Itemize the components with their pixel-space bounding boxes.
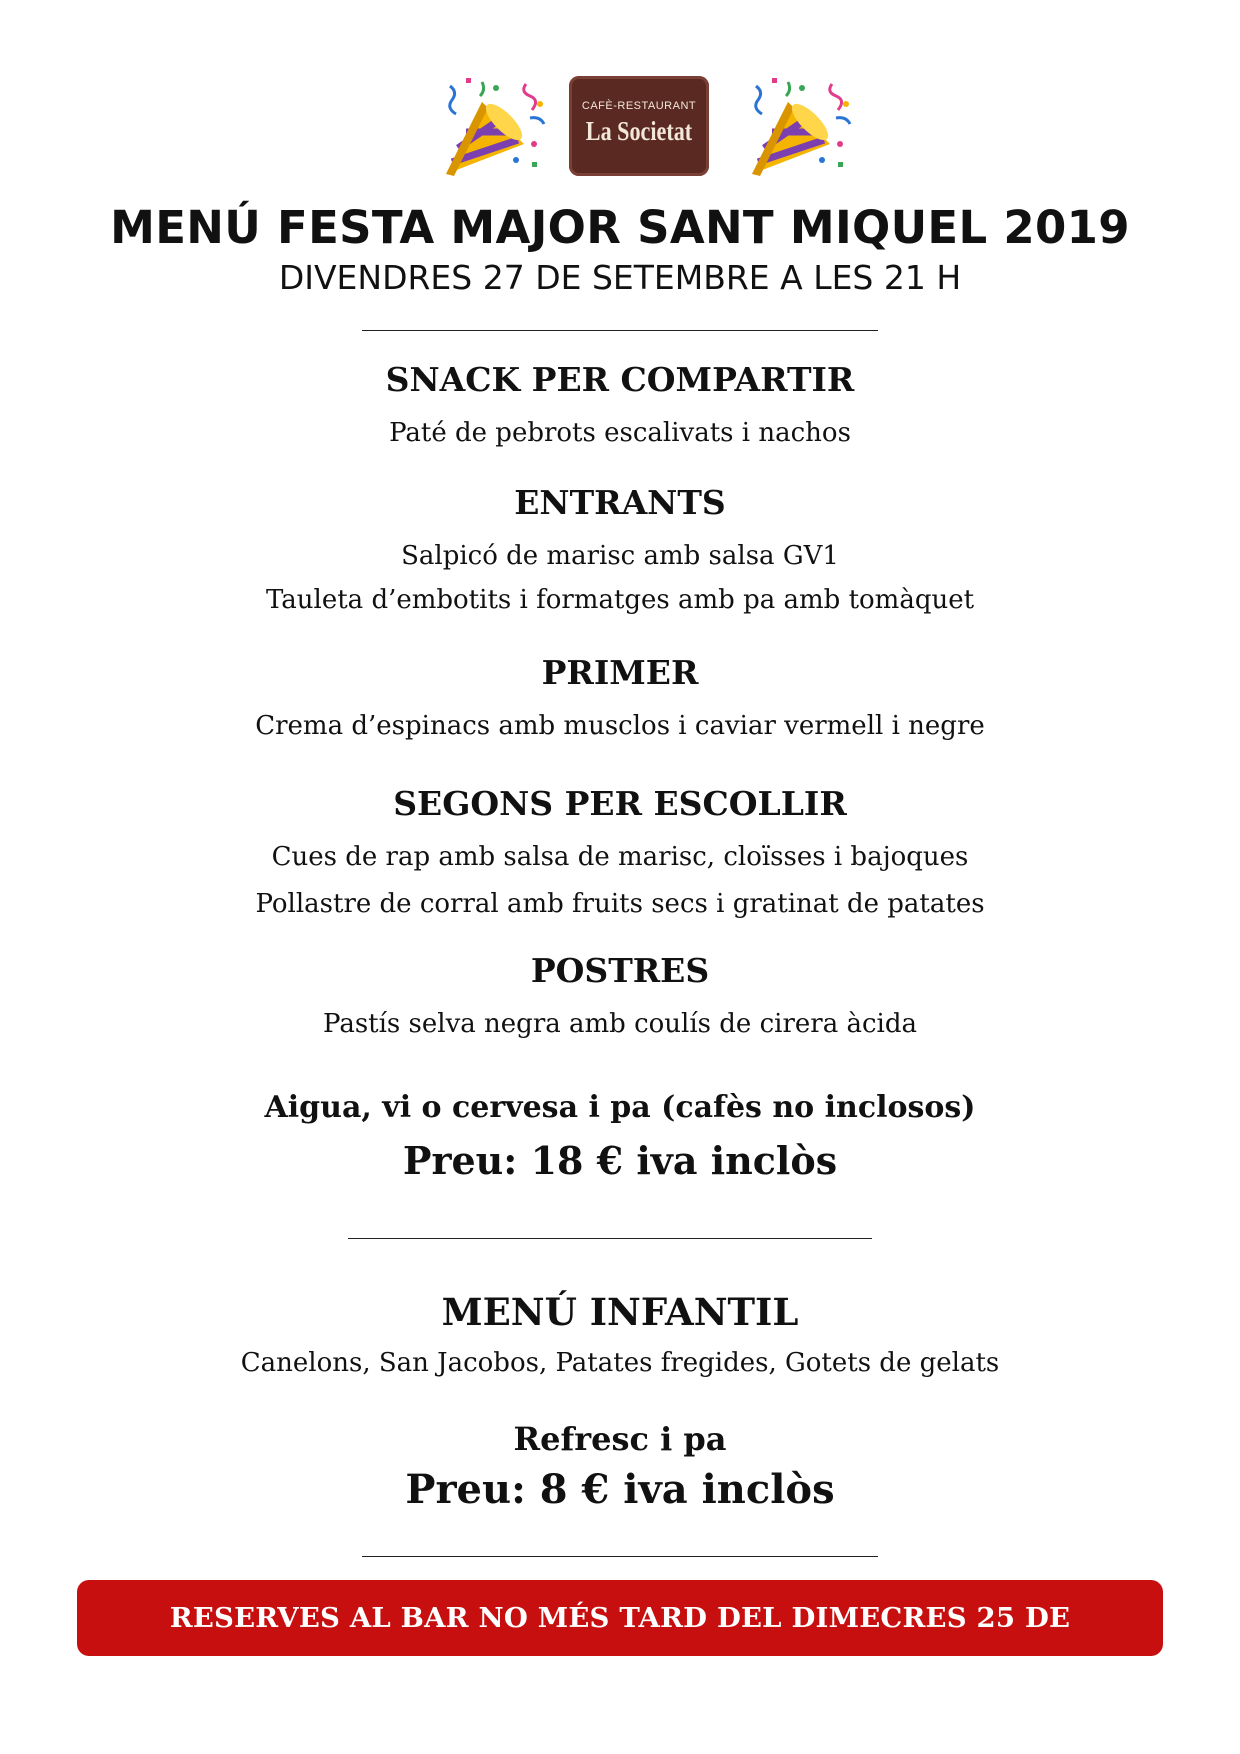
section-heading-primer: PRIMER — [541, 653, 699, 692]
kids-drinks-note: Refresc i pa — [513, 1420, 727, 1458]
section-heading-postres: POSTRES — [530, 951, 710, 990]
logo-subtitle: CAFÈ-RESTAURANT — [581, 100, 697, 112]
kids-menu-price: Preu: 8 € iva inclòs — [405, 1466, 835, 1513]
divider — [348, 1238, 872, 1239]
menu-item: Paté de pebrots escalivats i nachos — [389, 418, 851, 448]
menu-item: Cues de rap amb salsa de marisc, cloïsses i bajoques — [271, 842, 969, 872]
menu-title: MENÚ FESTA MAJOR SANT MIQUEL 2019 — [110, 201, 1130, 254]
party-popper-icon — [742, 74, 852, 184]
menu-item: Crema d’espinacs amb musclos i caviar vermell i negre — [255, 711, 985, 741]
divider — [362, 330, 878, 331]
menu-subtitle: DIVENDRES 27 DE SETEMBRE A LES 21 H — [278, 258, 962, 297]
kids-menu-items: Canelons, San Jacobos, Patates fregides, Gotets de gelats — [240, 1348, 1000, 1378]
menu-item: Pastís selva negra amb coulís de cirera àcida — [323, 1009, 917, 1039]
section-heading-entrants: ENTRANTS — [514, 483, 726, 522]
menu-price: Preu: 18 € iva inclòs — [402, 1138, 838, 1183]
menu-item: Tauleta d’embotits i formatges amb pa amb tomàquet — [265, 585, 975, 615]
kids-menu-heading: MENÚ INFANTIL — [441, 1290, 799, 1334]
party-popper-icon — [436, 74, 546, 184]
section-heading-segons: SEGONS PER ESCOLLIR — [393, 784, 847, 823]
divider — [362, 1556, 878, 1557]
reservation-banner: RESERVES AL BAR NO MÉS TARD DEL DIMECRES 25 DE SETEMBRE — [77, 1580, 1163, 1656]
logo-name: La Societat — [585, 116, 693, 146]
drinks-note: Aigua, vi o cervesa i pa (cafès no inclosos) — [264, 1090, 976, 1125]
restaurant-logo — [569, 76, 709, 176]
menu-item: Salpicó de marisc amb salsa GV1 — [401, 541, 839, 571]
section-heading-snack: SNACK PER COMPARTIR — [385, 360, 855, 399]
header-logos — [0, 74, 1240, 184]
menu-item: Pollastre de corral amb fruits secs i gratinat de patates — [255, 889, 985, 919]
